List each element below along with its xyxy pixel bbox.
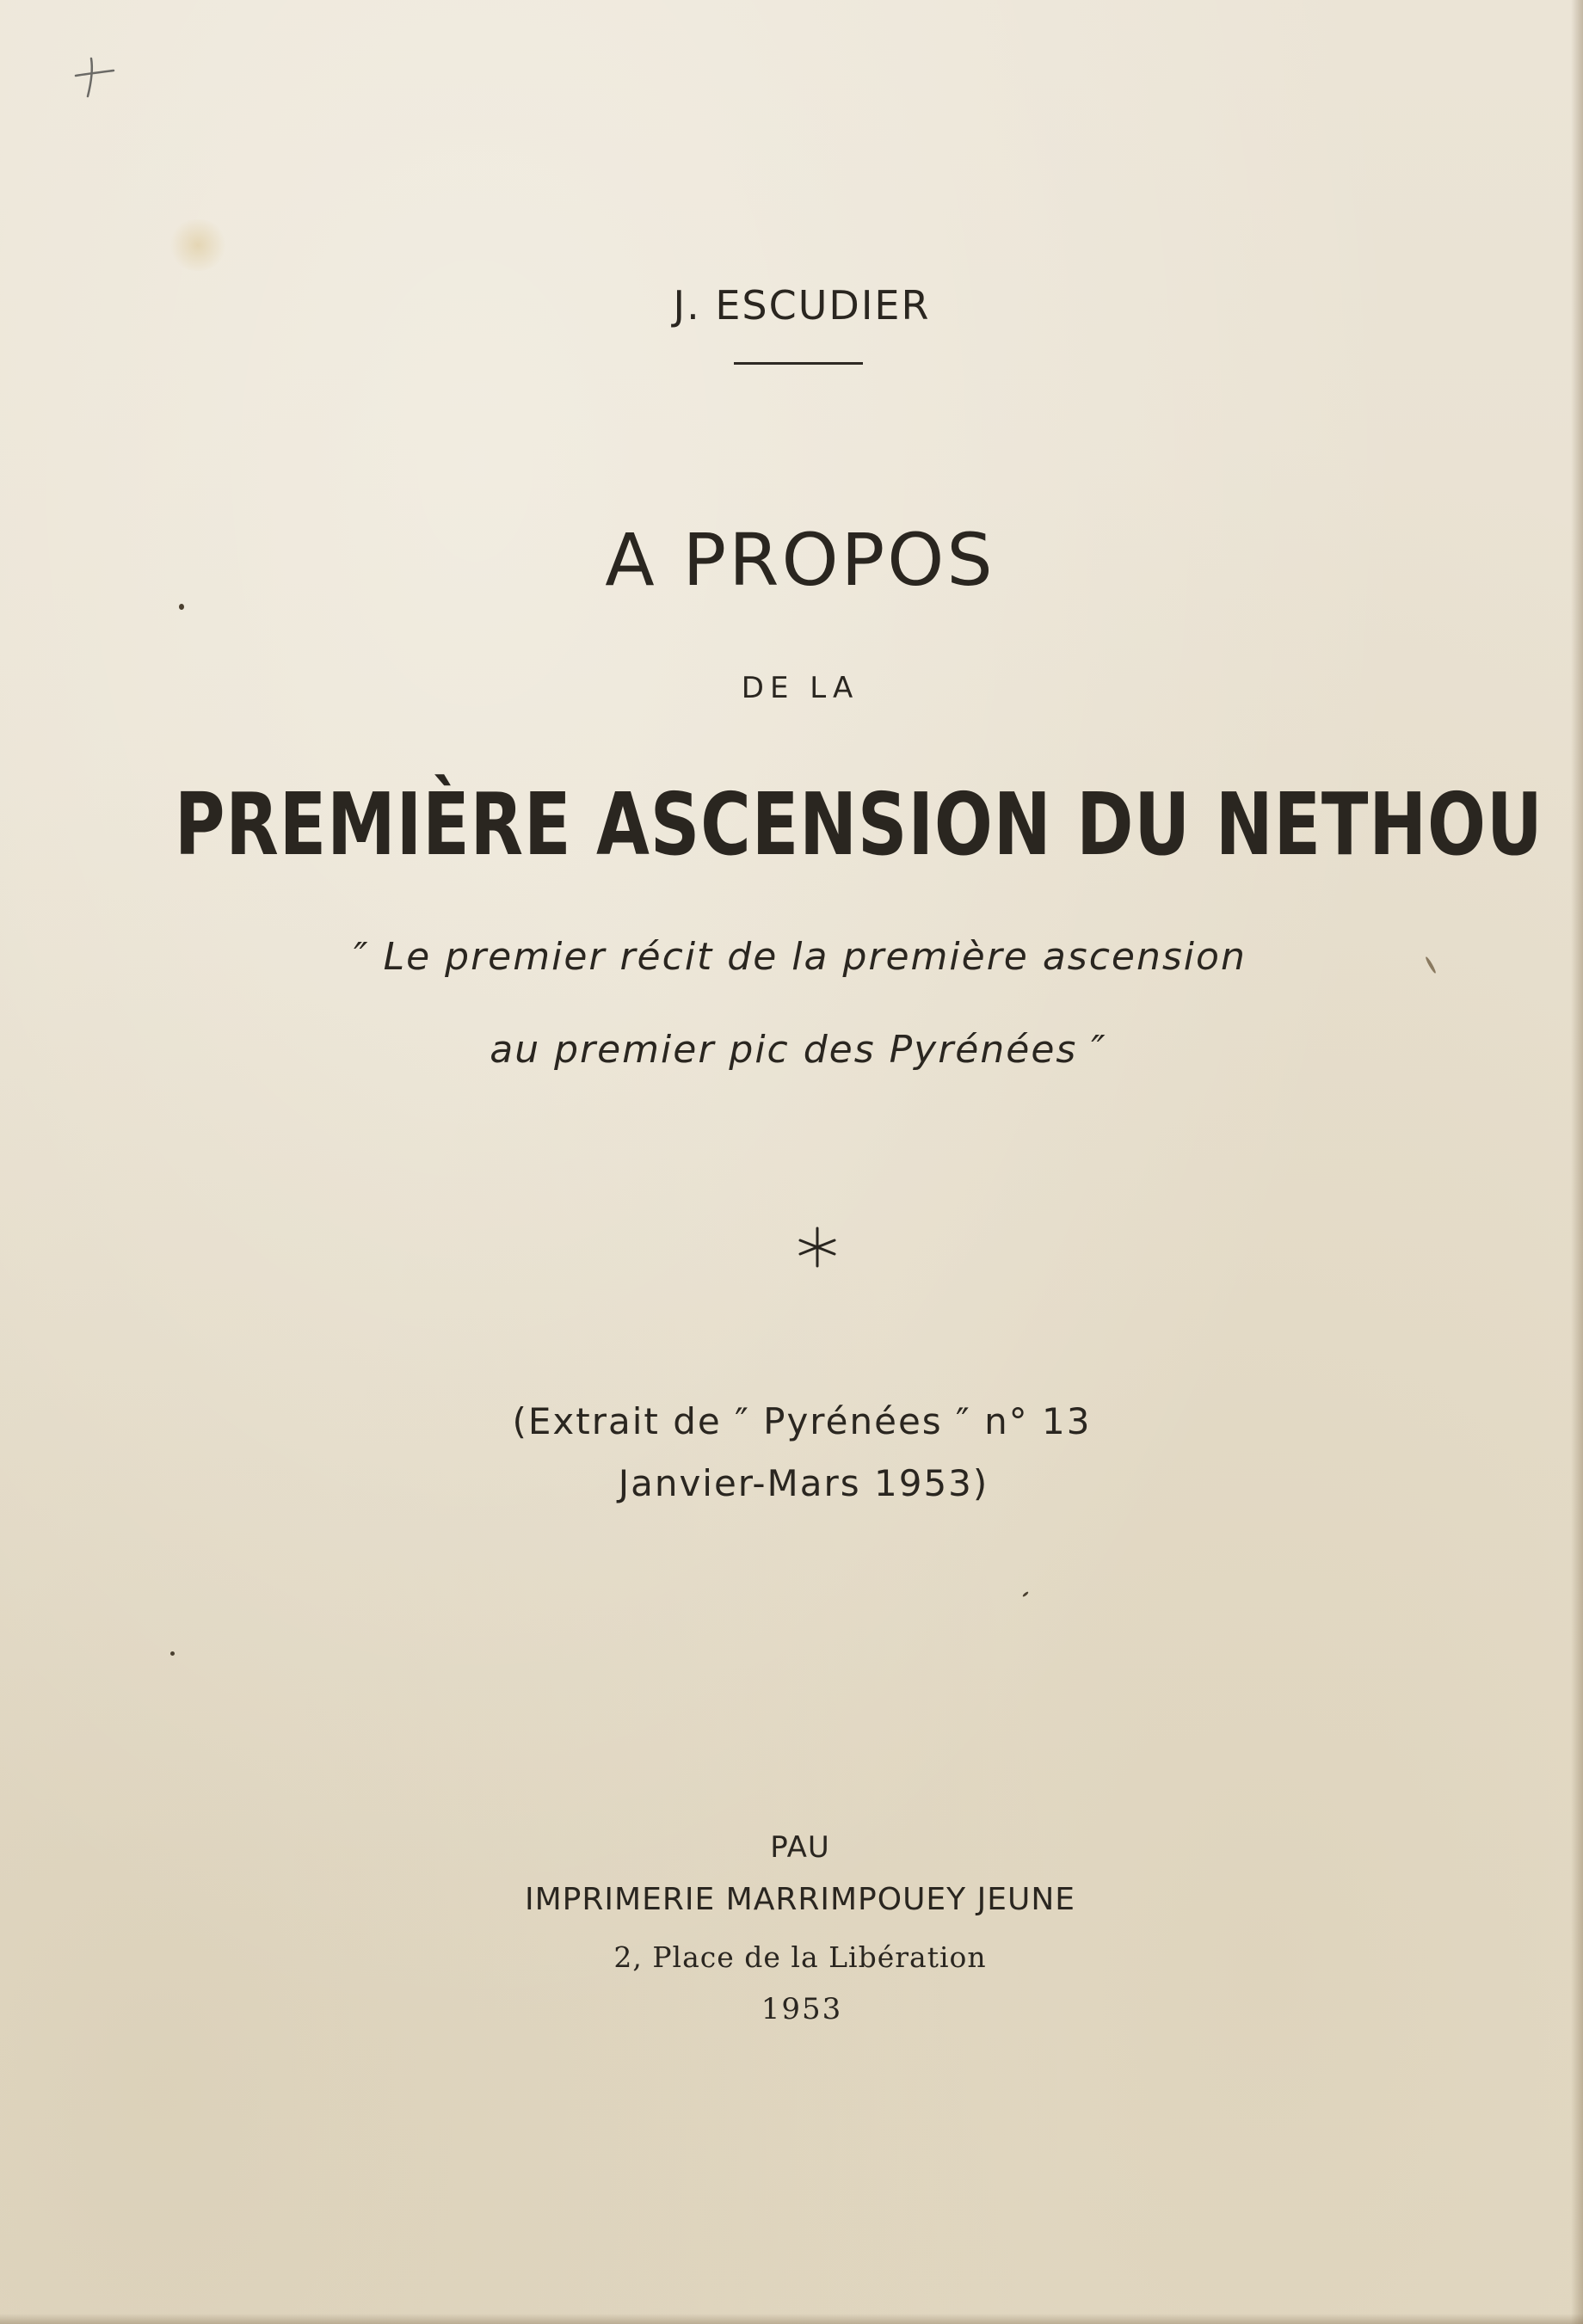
main-title: [3, 774, 1583, 875]
imprint-year: 1953: [761, 1992, 843, 2026]
paper-speck: [179, 604, 184, 610]
subtitle-quote-line-1: ″ Le premier récit de la première ascension: [354, 935, 1247, 979]
title-de-la: DE LA: [741, 671, 859, 705]
title-a-propos: A PROPOS: [605, 518, 995, 602]
imprint-printer: IMPRIMERIE MARRIMPOUEY JEUNE: [525, 1882, 1075, 1917]
imprint-city: PAU: [770, 1830, 830, 1865]
subtitle-quote-line-2: au premier pic des Pyrénées ″: [490, 1028, 1107, 1072]
author-divider: [734, 362, 863, 365]
paper-speck: [1022, 1591, 1029, 1597]
asterisk-ornament-icon: [793, 1223, 841, 1271]
paper-edge-bottom: [0, 2314, 1583, 2324]
main-title-text: PREMIÈRE ASCENSION DU NETHOU: [174, 774, 1543, 875]
extract-source-line-2: Janvier-Mars 1953): [618, 1462, 989, 1504]
imprint-address: 2, Place de la Libération: [613, 1940, 987, 1974]
paper-edge-right: [1571, 0, 1583, 2324]
author-name: J. ESCUDIER: [673, 282, 931, 329]
paper-stain: [168, 219, 228, 271]
paper-speck: [170, 1651, 175, 1656]
extract-source-line-1: (Extrait de ″ Pyrénées ″ n° 13: [512, 1400, 1092, 1442]
pencil-cross-mark-icon: [71, 53, 119, 101]
